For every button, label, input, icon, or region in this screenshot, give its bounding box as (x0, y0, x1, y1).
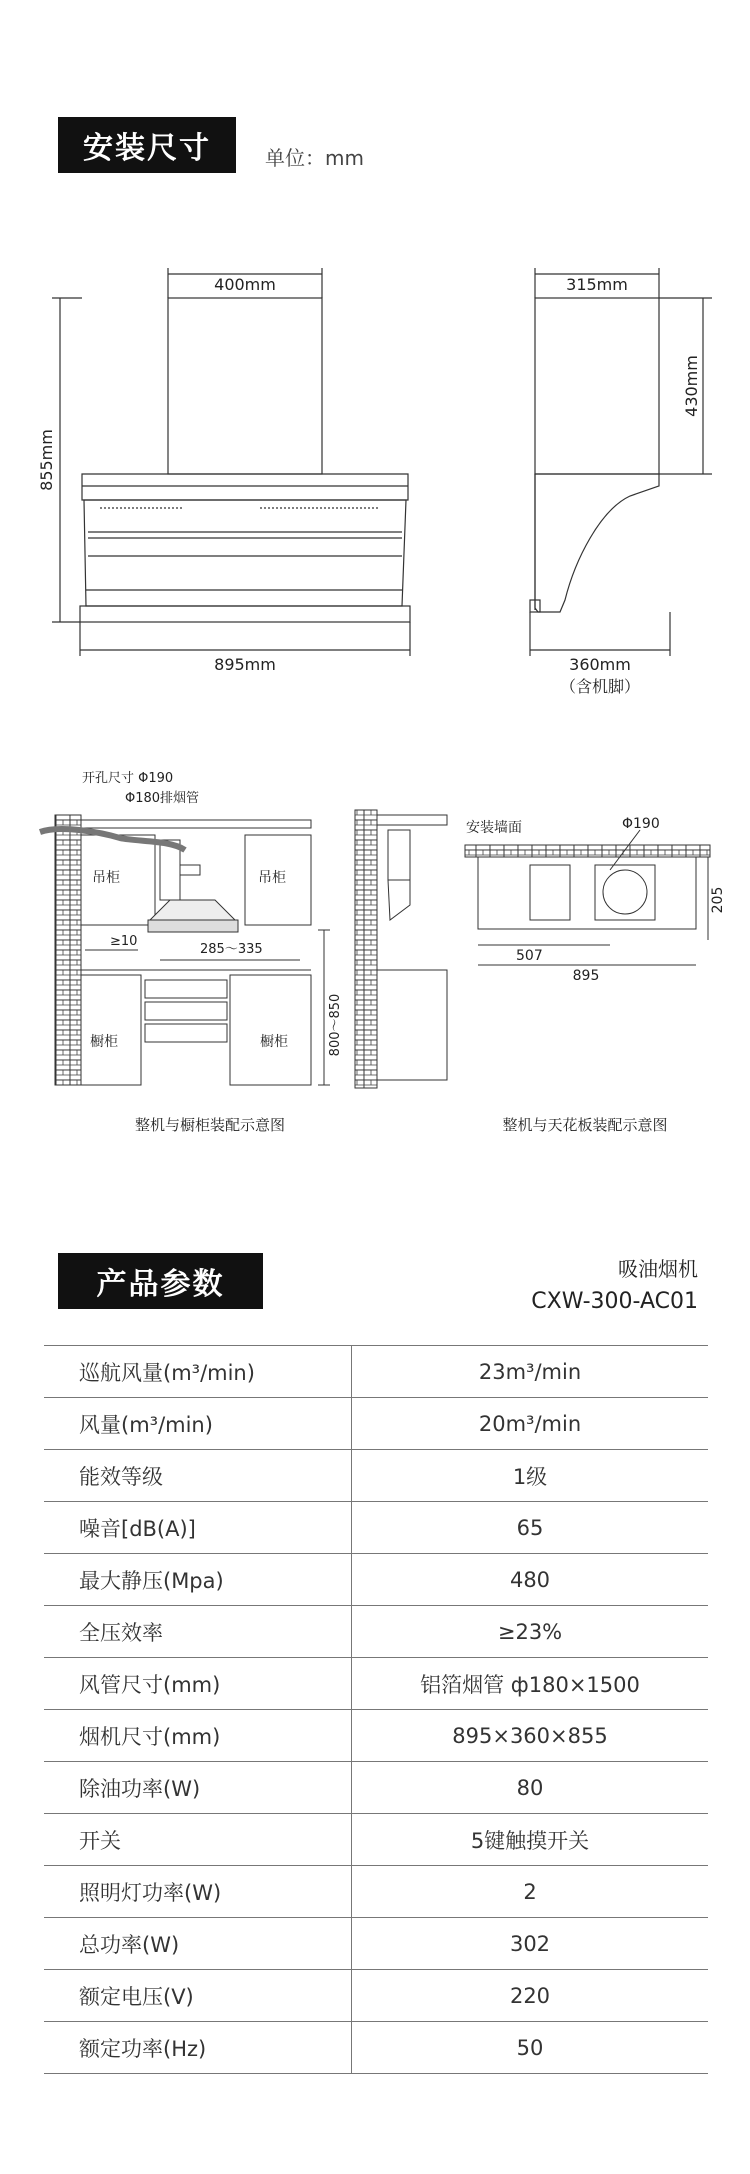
table-row (44, 2022, 708, 2074)
front-height-label: 855mm (37, 429, 56, 491)
lower-cabinet-left: 橱柜 (90, 1034, 118, 1050)
spec-value: 302 (352, 1918, 709, 1970)
side-height-label: 430mm (682, 355, 701, 417)
spec-value: 23m³/min (352, 1346, 709, 1398)
spec-value: 65 (352, 1502, 709, 1554)
spec-key: 照明灯功率(W) (44, 1866, 352, 1918)
spec-key: 总功率(W) (44, 1918, 352, 1970)
ceiling-diagram (465, 830, 710, 965)
table-row (44, 1814, 708, 1866)
spec-value: 50 (352, 2022, 709, 2074)
table-row (44, 1866, 708, 1918)
upper-cabinet-right: 吊柜 (258, 870, 286, 886)
wall-label: 安装墙面 (466, 820, 522, 836)
table-row (44, 1762, 708, 1814)
spec-value: 20m³/min (352, 1398, 709, 1450)
front-view (52, 268, 410, 656)
spec-value: 5键触摸开关 (352, 1814, 709, 1866)
product-name: 吸油烟机 (618, 1257, 698, 1281)
spec-value: 铝箔烟管 ф180×1500 (352, 1658, 709, 1710)
spec-value: 220 (352, 1970, 709, 2022)
table-row (44, 1918, 708, 1970)
spec-key: 开关 (44, 1814, 352, 1866)
spec-value: 2 (352, 1866, 709, 1918)
spec-key: 巡航风量(m³/min) (44, 1346, 352, 1398)
spec-key: 风量(m³/min) (44, 1398, 352, 1450)
table-row (44, 1346, 708, 1398)
upper-cabinet-left: 吊柜 (92, 870, 120, 886)
spec-key: 最大静压(Mpa) (44, 1554, 352, 1606)
spec-value: 895×360×855 (352, 1710, 709, 1762)
hole-size-label: 开孔尺寸 Φ190 (82, 771, 174, 786)
ceiling-caption: 整机与天花板装配示意图 (502, 1116, 668, 1134)
table-row (44, 1606, 708, 1658)
spec-key: 能效等级 (44, 1450, 352, 1502)
table-row (44, 1970, 708, 2022)
spec-key: 全压效率 (44, 1606, 352, 1658)
side-bottom-note: （含机脚） (559, 677, 641, 696)
install-title: 安装尺寸 (58, 117, 236, 173)
table-row (44, 1658, 708, 1710)
spec-table (44, 1345, 708, 2074)
spec-value: 1级 (352, 1450, 709, 1502)
assembly-drawings (0, 770, 750, 1150)
ceiling-height-label: 205 (710, 886, 726, 914)
table-row (44, 1554, 708, 1606)
table-row (44, 1450, 708, 1502)
counter-height-label: 800～850 (328, 993, 343, 1057)
product-model: CXW-300-AC01 (531, 1289, 698, 1314)
min-gap-label: ≥10 (110, 934, 138, 949)
spec-key: 烟机尺寸(mm) (44, 1710, 352, 1762)
spec-key: 除油功率(W) (44, 1762, 352, 1814)
side-depth-label: 315mm (566, 275, 628, 294)
spec-key: 额定电压(V) (44, 1970, 352, 2022)
unit-label: 单位：mm (265, 146, 364, 170)
pipe-label: Φ180排烟管 (125, 791, 200, 806)
spec-key: 风管尺寸(mm) (44, 1658, 352, 1710)
ceiling-total-label: 895 (572, 968, 600, 984)
side-sketch (355, 810, 447, 1088)
front-width-label: 400mm (214, 275, 276, 294)
spec-value: ≥23% (352, 1606, 709, 1658)
params-title: 产品参数 (58, 1253, 263, 1309)
side-view (530, 268, 712, 656)
ceiling-width-label: 507 (516, 948, 543, 964)
spec-value: 480 (352, 1554, 709, 1606)
range-label: 285～335 (200, 942, 263, 957)
ceiling-hole-label: Φ190 (622, 816, 660, 832)
lower-cabinet-right: 橱柜 (260, 1034, 288, 1050)
spec-key: 噪音[dB(A)] (44, 1502, 352, 1554)
table-row (44, 1710, 708, 1762)
table-row (44, 1398, 708, 1450)
side-bottom-depth-label: 360mm (569, 655, 631, 674)
cabinet-caption: 整机与橱柜装配示意图 (134, 1116, 286, 1134)
spec-value: 80 (352, 1762, 709, 1814)
front-bottom-width-label: 895mm (214, 655, 276, 674)
spec-key: 额定功率(Hz) (44, 2022, 352, 2074)
table-row (44, 1502, 708, 1554)
